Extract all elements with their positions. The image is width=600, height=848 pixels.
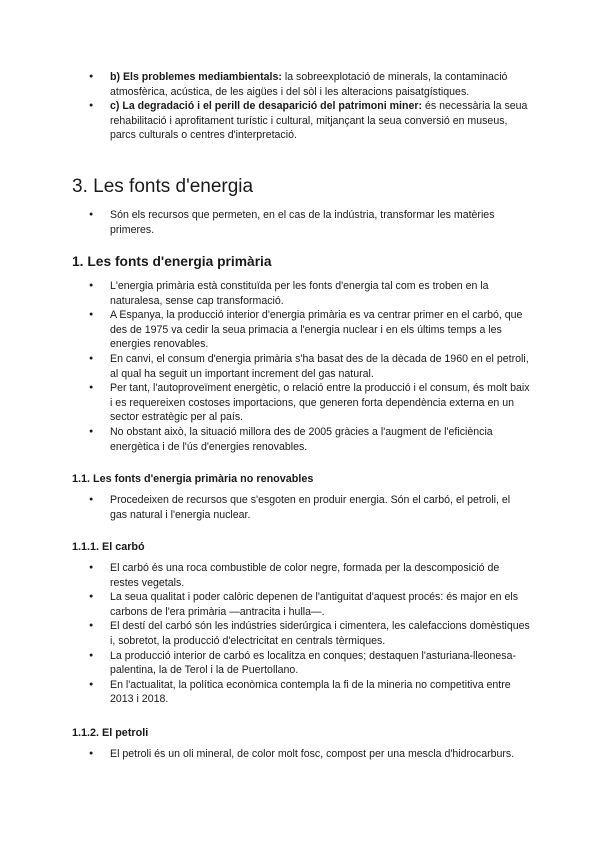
list-item: ● El carbó és una roca combustible de color negre, formada per la descomposició de restes vegetals.: [0, 561, 600, 590]
energy-sources-list: [0, 208, 600, 237]
coal-list: [0, 561, 600, 707]
list-item-bold: b) Els problemes mediambientals:: [110, 71, 282, 83]
list-item: ● L'energia primària està constituïda per les fonts d'energia tal com es troben en la naturalesa, sense cap transformació.: [0, 279, 600, 308]
section-heading-oil: 1.1.2. El petroli: [72, 727, 149, 739]
list-item: [0, 70, 600, 99]
intro-list: [0, 70, 600, 143]
primary-energy-list: [0, 279, 600, 454]
list-item: ● El destí del carbó són les indústries siderúrgica i cimentera, les calefaccions domèstiques i, sobretot, la producció d'electricitat en centrals tèrmiques.: [0, 619, 600, 648]
list-item-text: la sobreexplotació de minerals, la contaminació atmosfèrica, acústica, de les aigües i del sòl i les alteracions paisatgístiques.: [110, 71, 508, 98]
list-item: ● La seua qualitat i poder calòric depenen de l'antiguitat d'aquest procés: és major en els carbons de l'era primària —antracita i hulla—.: [0, 590, 600, 619]
list-item-text: és necessària la seua rehabilitació i aprofitament turístic i cultural, mitjançant la seua conversió en museus, parcs culturals o centres d'interpretació.: [110, 100, 528, 142]
list-item: ● No obstant això, la situació millora des de 2005 gràcies a l'augment de l'eficiència energètica i de l'ús d'energies renovables.: [0, 425, 600, 454]
oil-list: [0, 747, 600, 762]
list-item: [0, 99, 600, 143]
list-item: ● A Espanya, la producció interior d'energia primària es va centrar primer en el carbó, que des de 1975 va cedir la seua primacia a l'energia nuclear i en els últims temps a les energies renovables.: [0, 308, 600, 352]
list-item: ● En l'actualitat, la política econòmica contempla la fi de la mineria no competitiva entre 2013 i 2018.: [0, 678, 600, 707]
section-heading-energy-sources: 3. Les fonts d'energia: [72, 176, 254, 197]
list-item: ● Per tant, l'autoproveïment energètic, o relació entre la producció i el consum, és molt baix i es requereixen costoses importacions, que generen forta dependència externa en un sector estratègic per al país.: [0, 381, 600, 425]
section-heading-nonrenewable: 1.1. Les fonts d'energia primària no renovables: [72, 473, 314, 485]
list-item: ● Procedeixen de recursos que s'esgoten en produir energia. Són el carbó, el petroli, el gas natural i l'energia nuclear.: [0, 493, 600, 522]
section-heading-coal: 1.1.1. El carbó: [72, 541, 145, 553]
list-item-bold: c) La degradació i el perill de desaparició del patrimoni miner:: [110, 100, 423, 113]
list-item: ● El petroli és un oli mineral, de color molt fosc, compost per una mescla d'hidrocarburs.: [0, 747, 600, 762]
section-heading-primary-energy: 1. Les fonts d'energia primària: [72, 254, 272, 269]
list-item: ● La producció interior de carbó es localitza en conques; destaquen l'asturiana-lleonesa-palentina, la de Terol i la de Puertollano.: [0, 649, 600, 678]
list-item: ● Són els recursos que permeten, en el cas de la indústria, transformar les matèries primeres.: [0, 208, 600, 237]
nonrenewable-list: [0, 493, 600, 522]
list-item: ● En canvi, el consum d'energia primària s'ha basat des de la dècada de 1960 en el petroli, al qual ha seguit un important increment del gas natural.: [0, 352, 600, 381]
